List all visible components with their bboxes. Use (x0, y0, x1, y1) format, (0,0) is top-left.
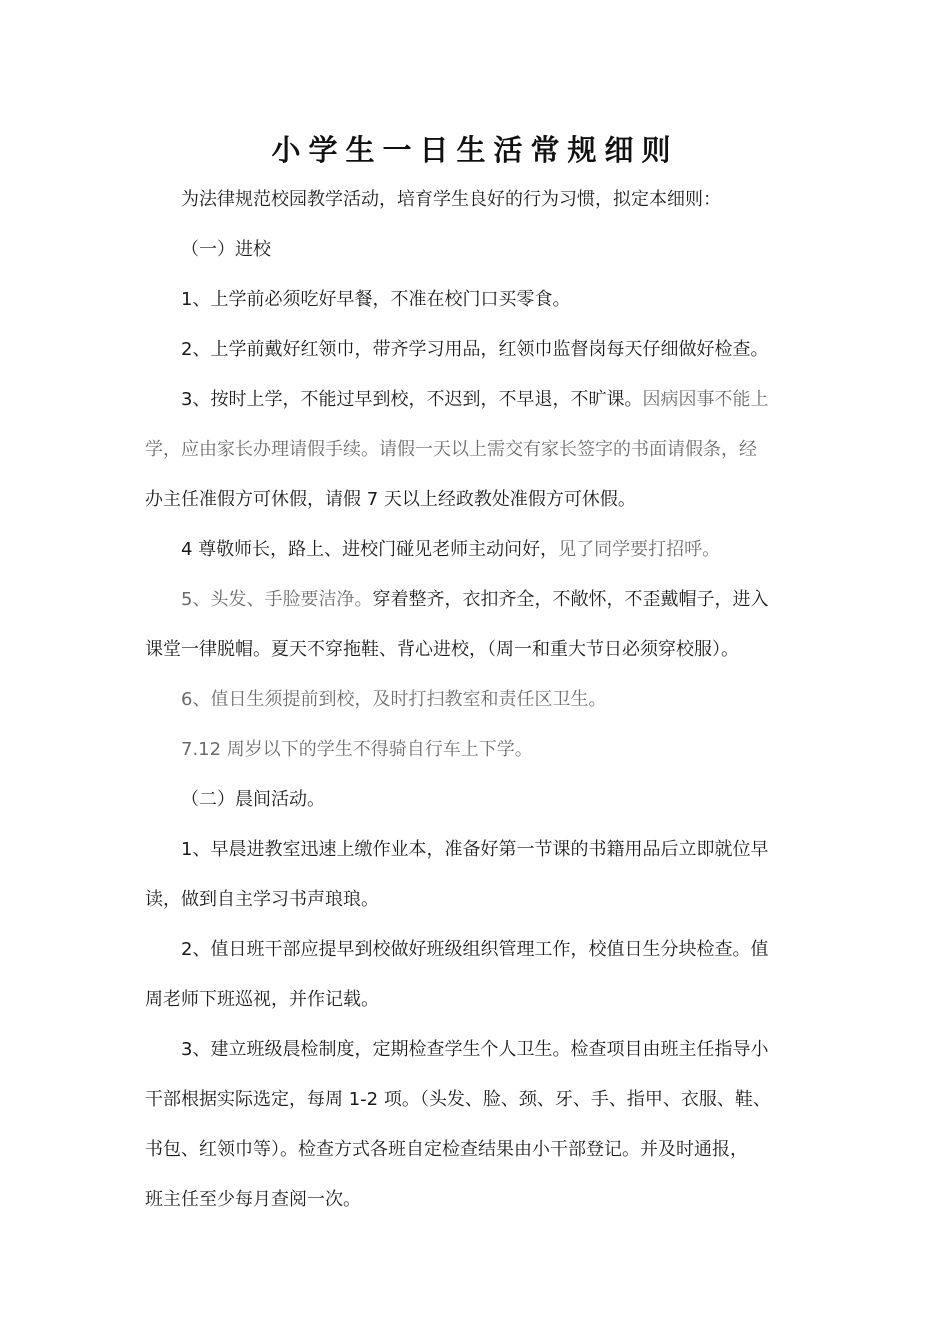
rule-1-2: 2、上学前戴好红领巾，带齐学习用品，红领巾监督岗每天仔细做好检查。 (181, 339, 769, 360)
rule-1-5-line-1 (181, 586, 821, 614)
rule-1-5-line-2: 课堂一律脱帽。夏天不穿拖鞋、背心进校，（周一和重大节日必须穿校服）。 (145, 639, 739, 660)
rule-1-4 (181, 536, 821, 564)
rule-1-3-line-2: 学，应由家长办理请假手续。请假一天以上需交有家长签字的书面请假条，经 (145, 439, 757, 460)
rule-1-4-text: 4 尊敬师长，路上、进校门碰见老师主动问好， (181, 539, 559, 560)
rule-2-3-line-1: 3、建立班级晨检制度，定期检查学生个人卫生。检查项目由班主任指导小 (181, 1039, 769, 1060)
rule-2-3-line-2: 干部根据实际选定，每周 1-2 项。（头发、脸、颈、牙、手、指甲、衣服、鞋、 (145, 1089, 771, 1110)
rule-2-2-line-2: 周老师下班巡视，并作记载。 (145, 989, 379, 1010)
rule-1-5-text-gray: 5、头发、手脸要洁净。 (181, 589, 373, 610)
rule-1-3-text: 3、按时上学，不能过早到校，不迟到，不早退，不旷课。 (181, 389, 643, 410)
rule-2-3-line-3: 书包、红领巾等）。检查方式各班自定检查结果由小干部登记。并及时通报， (145, 1139, 748, 1160)
document-title: 小学生一日生活常规细则 (271, 133, 679, 167)
rule-2-1-line-2: 读，做到自主学习书声琅琅。 (145, 889, 379, 910)
rule-1-6: 6、值日生须提前到校，及时打扫教室和责任区卫生。 (181, 689, 607, 710)
rule-1-3-line-1 (181, 386, 821, 414)
rule-1-3-text-gray: 因病因事不能上 (642, 389, 769, 410)
section-heading-morning-activities: （二）晨间活动。 (181, 789, 325, 810)
rule-2-3-line-4: 班主任至少每月查阅一次。 (145, 1189, 361, 1210)
rule-1-3-line-3: 办主任准假方可休假，请假 7 天以上经政教处准假方可休假。 (145, 489, 636, 510)
rule-2-2-line-1: 2、值日班干部应提早到校做好班级组织管理工作，校值日生分块检查。值 (181, 939, 769, 960)
rule-1-7: 7.12 周岁以下的学生不得骑自行车上下学。 (181, 739, 533, 760)
rule-1-1: 1、上学前必须吃好早餐，不准在校门口买零食。 (181, 289, 571, 310)
section-heading-entering-school: （一）进校 (181, 239, 271, 260)
rule-1-5-text: 穿着整齐，衣扣齐全，不敞怀，不歪戴帽子，进入 (372, 589, 769, 610)
intro-paragraph: 为法律规范校园教学活动，培育学生良好的行为习惯，拟定本细则： (181, 189, 721, 210)
rule-2-1-line-1: 1、早晨进教室迅速上缴作业本，准备好第一节课的书籍用品后立即就位早 (181, 839, 769, 860)
rule-1-4-text-gray: 见了同学要打招呼。 (558, 539, 721, 560)
